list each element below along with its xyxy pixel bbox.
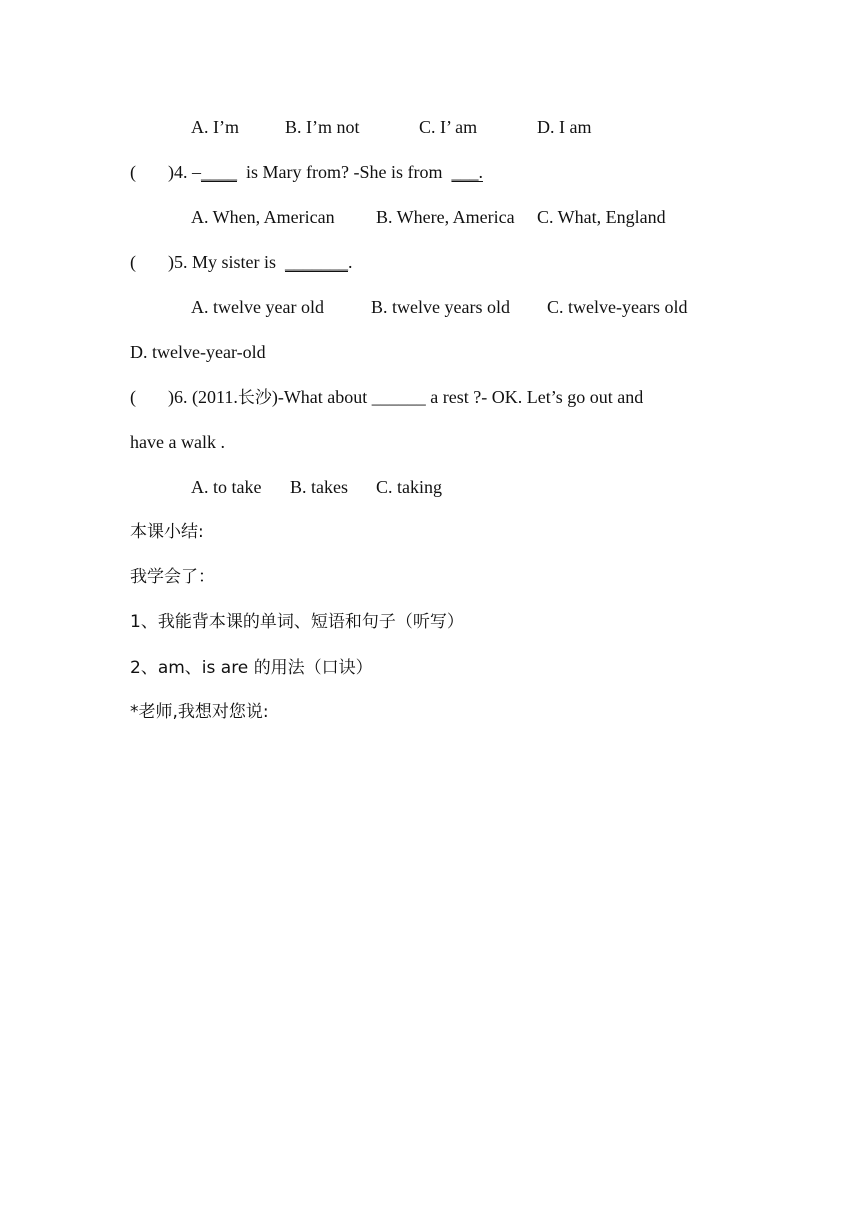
q5-option-a: A. twelve year old [191, 297, 324, 317]
q5-spacer [276, 252, 285, 272]
q6-stem-b: )-What about ______ a rest ?- OK. Let’s go out and [271, 387, 644, 407]
q4-option-b: B. Where, America [376, 207, 515, 227]
summary-item-2 [130, 655, 373, 680]
summary-heading: 本课小结: [130, 522, 204, 542]
q5-question [168, 250, 353, 274]
q5-open-paren: ( [130, 252, 136, 272]
q3-option-c: C. I’ am [419, 117, 478, 137]
q4-question [168, 160, 483, 184]
q6-open-paren: ( [130, 387, 136, 407]
q6-source: 长沙 [237, 388, 272, 408]
q5-end: . [348, 252, 353, 272]
q5-blank: _______ [285, 252, 348, 272]
q6-option-c: C. taking [376, 477, 442, 497]
q3-option-d: D. I am [537, 117, 592, 137]
q5-stem: )5. My sister is [168, 252, 276, 272]
q6-question-cont: have a walk . [130, 432, 225, 452]
q5-option-c: C. twelve-years old [547, 297, 688, 317]
q4-stem-a: )4. – [168, 162, 201, 182]
q6-stem-a: )6. (2011. [168, 387, 238, 407]
q6-option-b: B. takes [290, 477, 348, 497]
q4-blank-1: ____ [201, 162, 237, 182]
q5-option-b: B. twelve years old [371, 297, 510, 317]
q4-stem-b: is Mary from? -She is from [246, 162, 443, 182]
summary-note: *老师,我想对您说: [130, 702, 269, 722]
q4-option-c: C. What, England [537, 207, 666, 227]
summary-item-2-text: 的用法（口诀） [253, 658, 373, 678]
summary-item-2-num: 2、am、is are [130, 658, 254, 678]
q4-open-paren: ( [130, 162, 136, 182]
q4-blank-2: ___. [451, 162, 483, 182]
q3-option-a: A. I’m [191, 117, 239, 137]
q4-spacer [237, 162, 246, 182]
summary-learned: 我学会了： [130, 567, 215, 587]
q5-option-d: D. twelve-year-old [130, 342, 266, 362]
q6-question [168, 385, 643, 410]
q3-option-b: B. I’m not [285, 117, 360, 137]
q6-option-a: A. to take [191, 477, 262, 497]
q4-option-a: A. When, American [191, 207, 335, 227]
summary-item-1: 1、我能背本课的单词、短语和句子（听写） [130, 612, 464, 632]
